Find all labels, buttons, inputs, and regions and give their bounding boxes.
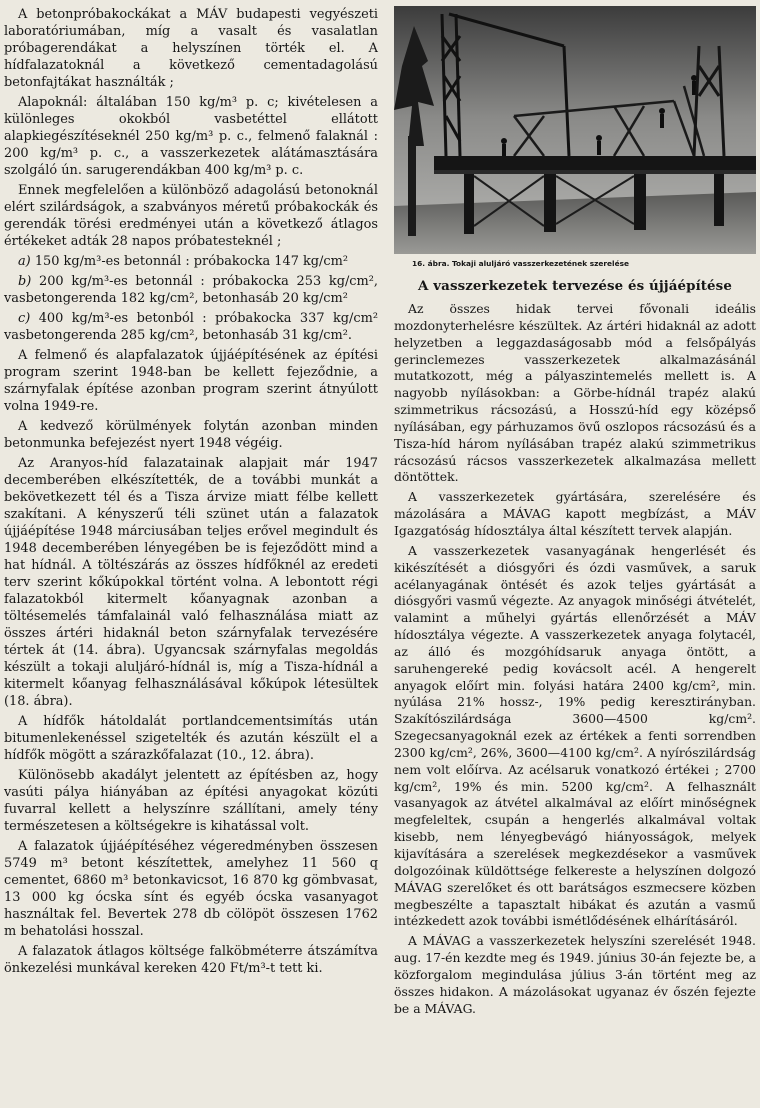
list-text: 400 kg/m³-es betonból : próbakocka 337 kg/cm² vasbetongerenda 285 kg/cm², betonhasáb 31 kg/cm². — [4, 311, 378, 343]
left-text-column — [4, 6, 378, 980]
right-text-column — [394, 6, 756, 1020]
list-item-c — [4, 310, 378, 344]
paragraph: Alapoknál: általában 150 kg/m³ p. c; kivételesen a különleges okokból vasbetéttel ellátott alapkiegészítéseknél 250 kg/m³ p. c., felmenő falaknál : 200 kg/m³ p. c., a vasszerkezetek alátámasztására szolgáló ún. sarugerendákban 400 kg/m³ p. c. — [4, 95, 378, 178]
paragraph: Az Aranyos-híd falazatainak alapjait már 1947 decemberében elkészítették, de a további munkát a bekövetkezett tél és a Tisza árvize miatt félbe kellett szakítani. A kényszerű téli szünet után a falazatok újjáépítése 1948 márciusában teljes erővel megindult és 1948 decemberében lényegében be is fejeződött mind a hat hídnál. A töltészárás az összes hídfőknél az eredeti terv szerint kőkúpokkal történt volna. A lebontott régi falazatokból kitermelt kőanyagnak azonban a töltésemelés támfalainál való felhasználása miatt az összes ártéri hidaknál beton szárnyfalak tervezésére tértek át (14. ábra). Ugyancsak szárnyfalas megoldás készült a tokaji aluljáró-hídnál is, míg a Tisza-hídnál a kitermelt kőanyag felhasználásával kőkúpok létesültek (18. ábra). — [4, 456, 378, 709]
section-title: A vasszerkezetek tervezése és újjáépítése — [418, 278, 732, 294]
bridge-assembly-photo — [394, 6, 756, 254]
paragraph: A MÁVAG a vasszerkezetek helyszíni szerelését 1948. aug. 17-én kezdte meg és 1949. június 30-án fejezte be, a közforgalom megindulása július 3-án történt meg az összes hidakon. A mázolásokat ugyanaz év őszén fejezte be a MÁVAG. — [394, 933, 756, 1016]
paragraph: A falazatok átlagos költsége falköbméterre átszámítva önkezelési munkával kereken 420 Ft/m³-t tett ki. — [4, 944, 378, 976]
paragraph: A hídfők hátoldalát portlandcementsimítás után bitumenlekenéssel szigetelték és azután készült el a hídfők mögött a szárazkőfalazat (10., 12. ábra). — [4, 714, 378, 763]
list-item-b — [4, 273, 378, 307]
list-text: 150 kg/m³-es betonnál : próbakocka 147 kg/cm² — [34, 254, 349, 269]
list-label: b) — [18, 274, 32, 289]
figure-number: 16. ábra. — [412, 259, 450, 268]
paragraph: Ennek megfelelően a különböző adagolású betonoknál elért szilárdságok, a szabványos méretű próbakockák és gerendák törési eredményei után a következő átlagos értékeket adták 28 napos próbatesteknél ; — [4, 183, 378, 249]
paragraph: A betonpróbakockákat a MÁV budapesti vegyészeti laboratóriumában, míg a vasalt és vasalatlan próbagerendákat a helyszínen törték el. A hídfalazatoknál a következő cementadagolású betonfajtákat használták ; — [4, 7, 378, 90]
paragraph: A felmenő és alapfalazatok újjáépítésének az építési program szerint 1948-ban be kellett fejeződnie, a szárnyfalak építése azonban program szerint átnyúlott volna 1949-re. — [4, 348, 378, 414]
list-text: 200 kg/m³-es betonnál : próbakocka 253 kg/cm², vasbetongerenda 182 kg/cm², betonhasáb 20 kg/cm² — [4, 274, 378, 306]
paragraph: Az összes hidak tervei fővonali ideális mozdonyterhelésre készültek. Az ártéri hidaknál az adott helyzetben a leggazdaságosabb mód a felsőpályás gerinclemezes vasszerkezetek alkalmazásánál mutatkozott, még a pályaszintemelés mellett is. A nagyobb nyílásokban: a Görbe-hídnál trapéz alakú szimmetrikus rácsozású, a Hosszú-híd egy középső nyílásában, egy párhuzamos övű oszlopos rácsozású és a Tisza-híd három nyílásában trapéz alakú szimmetrikus rácsozású rácsos vasszerkezetek alkalmazása mellett döntöttek. — [394, 301, 756, 485]
paragraph: A vasszerkezetek gyártására, szerelésére és mázolására a MÁVAG kapott megbízást, a MÁV Igazgatóság hídosztálya által készített tervek alapján. — [394, 489, 756, 538]
list-item-a — [4, 253, 378, 270]
paragraph: Különösebb akadályt jelentett az építésben az, hogy vasúti pálya hiányában az építési anyagokat közúti fuvarral kellett a helyszínre szállítani, amely tény természetesen a költségekre is kihatással volt. — [4, 768, 378, 834]
caption-text: Tokaji aluljáró vasszerkezetének szerelése — [451, 259, 630, 268]
list-label: a) — [18, 254, 31, 269]
paragraph: A kedvező körülmények folytán azonban minden betonmunka befejezést nyert 1948 végéig. — [4, 419, 378, 451]
figure-caption — [412, 259, 756, 268]
paragraph: A vasszerkezetek vasanyagának hengerlését és kikészítését a diósgyőri és ózdi vasművek, a saruk acélanyagának öntését és azok teljes gyártását a diósgyőri vasmű végezte. Az anyagok minőségi átvételét, valamint a műhelyi gyártás ellenőrzését a MÁV hídosztálya végezte. A vasszerkezetek anyaga folytacél, az álló és mozgóhídsaruk anyaga öntött, a saruhengereké pedig kovácsolt acél. A hengerelt anyagok előírt min. folyási határa 2400 kg/cm², min. nyúlása 21% hossz-, 19% pedig keresztirányban. Szakítószilárdsága 3600—4500 kg/cm². Szegecsanyagoknál ezek az értékek a fenti sorrendben 2300 kg/cm², 26%, 3600—4100 kg/cm². A nyírószilárdság nem volt előírva. Az acélsaruk vonatkozó értékei ; 2700 kg/cm², 19% és min. 5200 kg/cm². A felhasznált vasanyagok az átvétel alkalmával az előírt minőségnek megfeleltek, csupán a hengerlés alkalmával voltak kisebb, nem lényegbevágó hiányosságok, melyek kijavítására a szerelések megkezdésekor a vasművek dolgozóinak küldöttsége felkereste a helyszínen dolgozó MÁVAG szerelőket és ott barátságos eszmecsere közben megbeszélte a tapasztalt hibákat és azután a vasmű intézkedett azok további ismétlődésének elhárításáról. — [394, 542, 756, 929]
paragraph: A falazatok újjáépítéséhez végeredményben összesen 5749 m³ betont készítettek, amelyhez 11 560 q cementet, 6860 m³ betonkavicsot, 16 870 kg gömbvasat, 13 000 kg ócska sínt és egyéb ócska vasanyagot használtak fel. Bevertek 278 db cölöpöt összesen 1762 m behatolási hosszal. — [4, 839, 378, 939]
list-label: c) — [18, 311, 31, 326]
